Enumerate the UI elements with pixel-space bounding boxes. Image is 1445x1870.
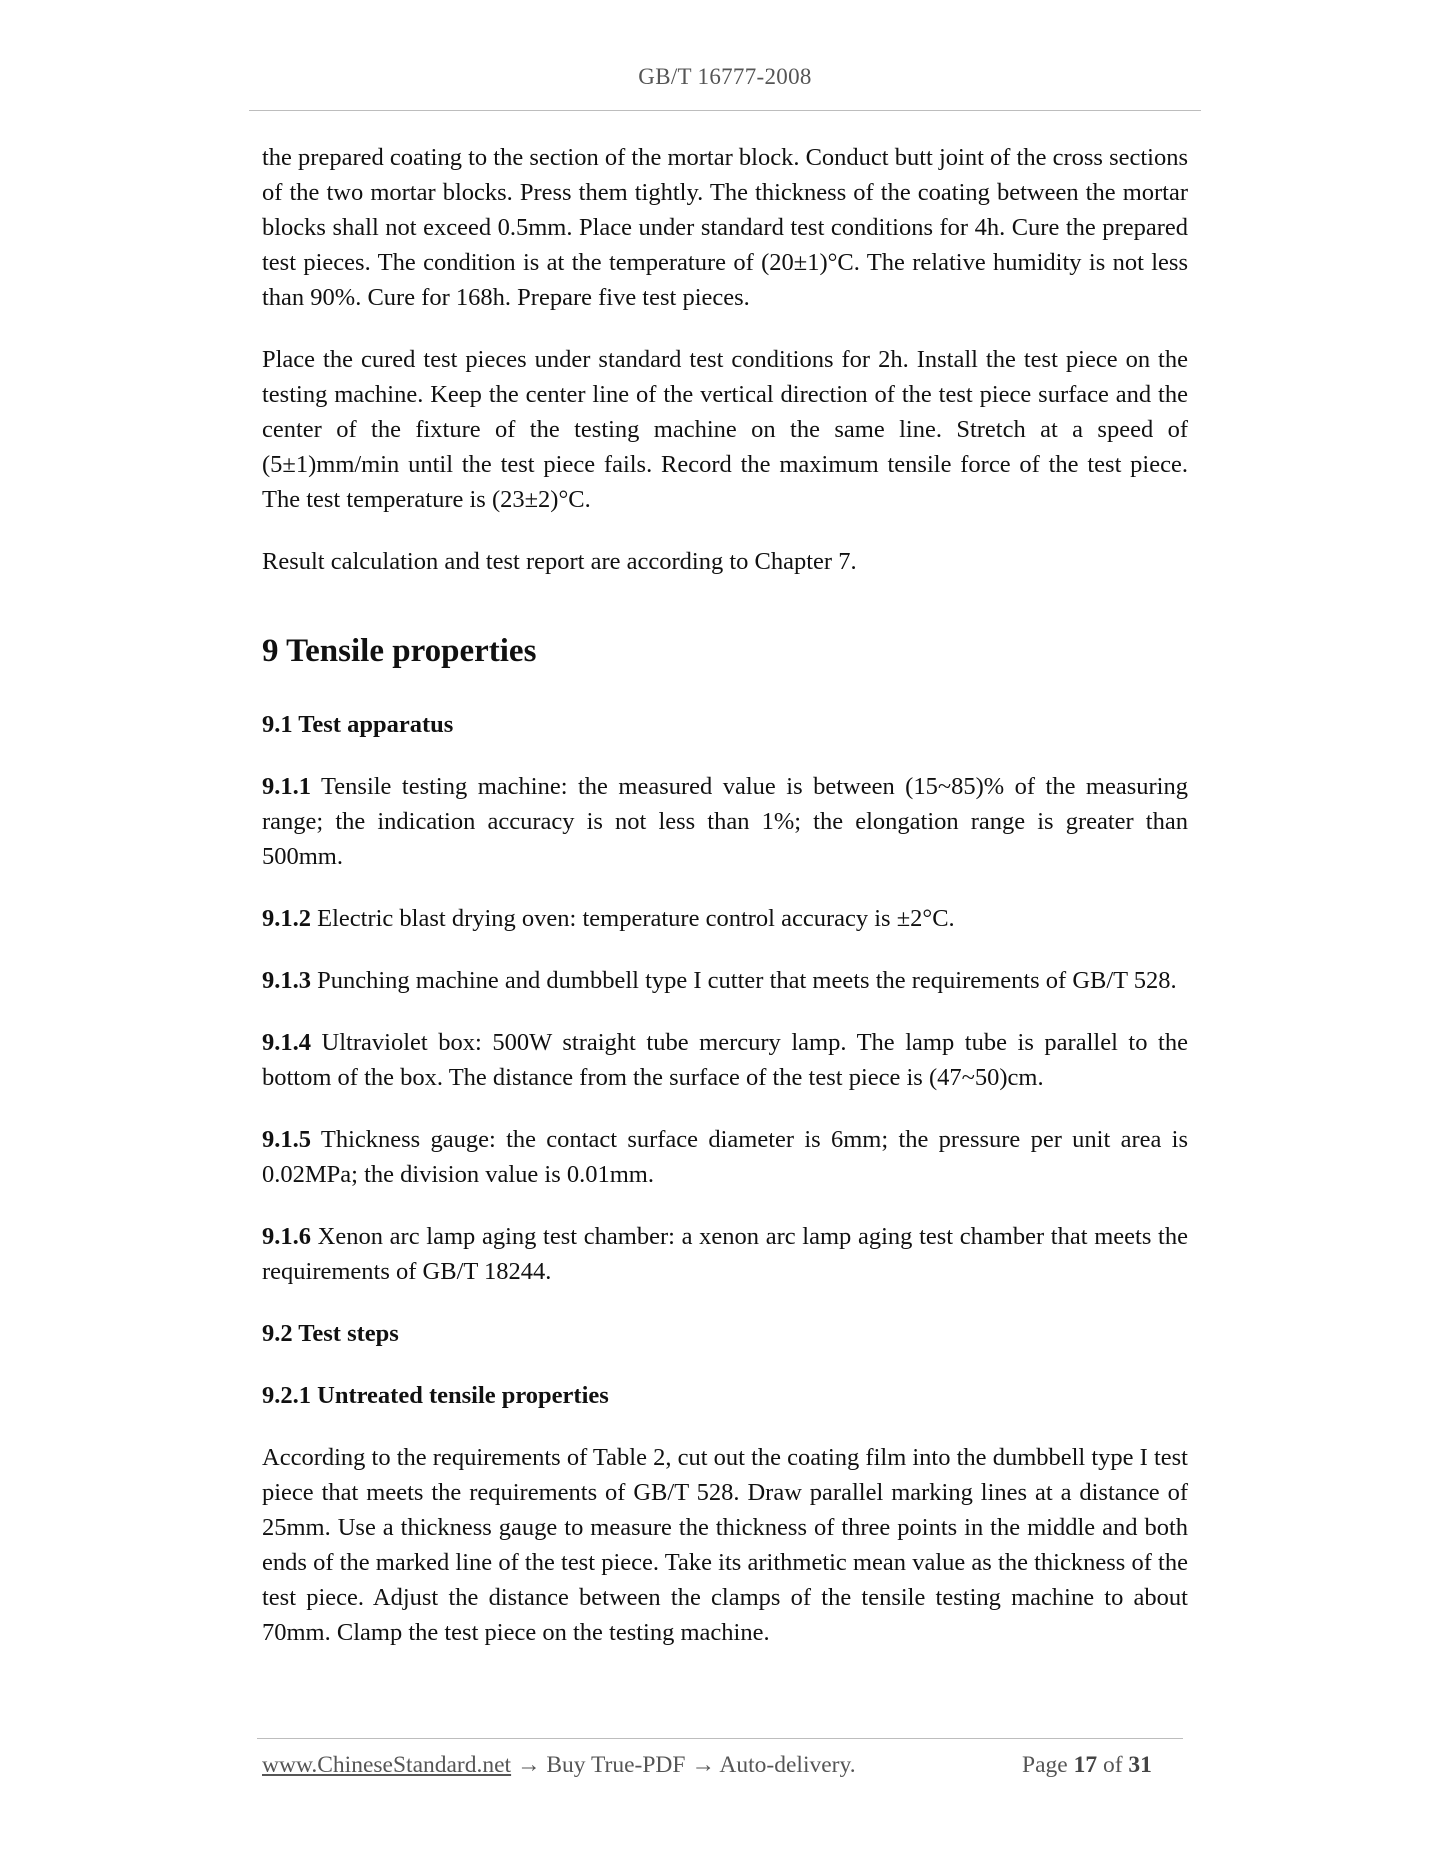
paragraph-4: According to the requirements of Table 2, cut out the coating film into the dumbbell type I test piece that meets the requirements of GB/T 528. Draw parallel marking lines at a distance of 25mm. Use a thickness gauge to measure the thickness of three points in the middle and both ends of the marked line of the test piece. Take its arithmetic mean value as the thickness of the test piece. Adjust the distance between the clamps of the tensile testing machine to about 70mm. Clamp the test piece on the testing machine. bbox=[262, 1444, 1188, 1646]
subsection-heading-9-1: 9.1 Test apparatus bbox=[262, 711, 454, 738]
paragraph-3: Result calculation and test report are according to Chapter 7. bbox=[262, 548, 857, 575]
arrow-right-icon: → bbox=[516, 1752, 541, 1778]
footer-promo bbox=[262, 1752, 856, 1779]
page-number: 17 bbox=[1073, 1752, 1098, 1778]
page-total: 31 bbox=[1128, 1752, 1152, 1778]
subsection-heading-9-2-1: 9.2.1 Untreated tensile properties bbox=[262, 1382, 609, 1409]
clause-text: Electric blast drying oven: temperature control accuracy is ±2°C. bbox=[311, 905, 955, 932]
clause-9-1-2 bbox=[262, 901, 1188, 936]
clause-9-1-4 bbox=[262, 1025, 1188, 1095]
page-indicator bbox=[1022, 1752, 1152, 1779]
clause-text: Thickness gauge: the contact surface diameter is 6mm; the pressure per unit area is 0.02MPa; the division value is 0.01mm. bbox=[262, 1126, 1188, 1188]
clause-number: 9.1.5 bbox=[262, 1126, 311, 1153]
arrow-right-icon: → bbox=[691, 1752, 715, 1778]
clause-text: Ultraviolet box: 500W straight tube mercury lamp. The lamp tube is parallel to the bottom of the box. The distance from the surface of the test piece is (47~50)cm. bbox=[262, 1029, 1188, 1091]
footer-divider bbox=[257, 1738, 1183, 1739]
of-label: of bbox=[1102, 1752, 1123, 1778]
website-link[interactable]: www.ChineseStandard.net bbox=[262, 1752, 512, 1778]
clause-number: 9.1.4 bbox=[262, 1029, 311, 1056]
subsection-heading-9-2: 9.2 Test steps bbox=[262, 1320, 399, 1347]
document-body bbox=[262, 140, 1188, 1677]
clause-9-1-6 bbox=[262, 1219, 1188, 1289]
clause-text: Xenon arc lamp aging test chamber: a xenon arc lamp aging test chamber that meets the requirements of GB/T 18244. bbox=[262, 1223, 1188, 1285]
clause-text: Tensile testing machine: the measured value is between (15~85)% of the measuring range; the indication accuracy is not less than 1%; the elongation range is greater than 500mm. bbox=[262, 773, 1188, 870]
clause-9-1-1 bbox=[262, 769, 1188, 874]
page-label: Page bbox=[1022, 1752, 1068, 1778]
clause-9-1-5 bbox=[262, 1122, 1188, 1192]
clause-number: 9.1.2 bbox=[262, 905, 311, 932]
delivery-text: Auto-delivery. bbox=[719, 1752, 856, 1778]
clause-9-1-3 bbox=[262, 963, 1188, 998]
paragraph-1: the prepared coating to the section of the mortar block. Conduct butt joint of the cross sections of the two mortar blocks. Press them tightly. The thickness of the coating between the mortar blocks shall not exceed 0.5mm. Place under standard test conditions for 4h. Cure the prepared test pieces. The condition is at the temperature of (20±1)°C. The relative humidity is not less than 90%. Cure for 168h. Prepare five test pieces. bbox=[262, 144, 1188, 311]
header-divider bbox=[249, 110, 1201, 111]
clause-number: 9.1.1 bbox=[262, 773, 311, 800]
clause-text: Punching machine and dumbbell type I cutter that meets the requirements of GB/T 528. bbox=[311, 967, 1177, 994]
buy-text: Buy True-PDF bbox=[546, 1752, 686, 1778]
page-header-title: GB/T 16777-2008 bbox=[638, 64, 812, 89]
paragraph-2: Place the cured test pieces under standard test conditions for 2h. Install the test piece on the testing machine. Keep the center line of the vertical direction of the test piece surface and the center of the fixture of the testing machine on the same line. Stretch at a speed of (5±1)mm/min until the test piece fails. Record the maximum tensile force of the test piece. The test temperature is (23±2)°C. bbox=[262, 346, 1188, 513]
clause-number: 9.1.6 bbox=[262, 1223, 311, 1250]
clause-number: 9.1.3 bbox=[262, 967, 311, 994]
section-heading: 9 Tensile properties bbox=[262, 633, 537, 669]
